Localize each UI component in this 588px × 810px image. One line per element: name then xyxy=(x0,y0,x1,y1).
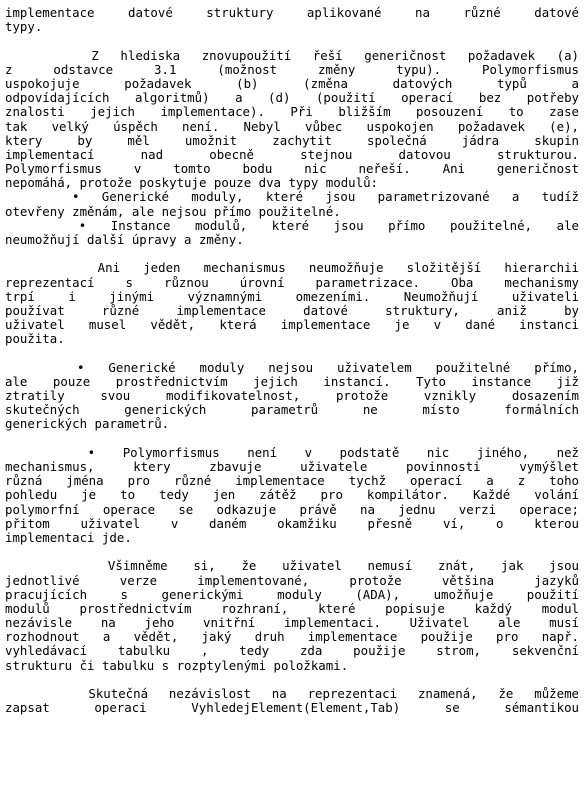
text-line: pracujících s generickými moduly (ADA), umožňuje použití xyxy=(5,587,579,602)
text-line: implementaci jde. xyxy=(5,530,132,545)
text-line: Skutečná nezávislost na reprezentaci znamená, že můžeme xyxy=(5,687,579,701)
text-line: jednotlivé verze implementované, protože většina jazyků xyxy=(5,573,579,588)
text-line: mechanismus, ktery zbavuje uživatele povinnosti vymýšlet xyxy=(5,460,579,474)
text-line: odpovídajících algoritmů) a (d) (použití operací bez potřeby xyxy=(5,91,579,106)
document-page xyxy=(5,6,579,715)
text-line: implementace datové struktury aplikované na různé datové xyxy=(5,6,579,20)
paragraph xyxy=(5,559,579,673)
text-line: ale pouze prostřednictvím jejich instancí. Tyto instance již xyxy=(5,374,579,389)
paragraph xyxy=(5,6,579,34)
text-line: trpí i jinými významnými omezeními. Neumožňují uživateli xyxy=(5,289,579,304)
text-line: nezávisle na jeho vnitřní implementaci. Uživatel ale musí xyxy=(5,616,579,631)
bullet-line: • Generické moduly nejsou uživatelem použitelné přímo, xyxy=(5,360,579,375)
text-line: znalosti jejich implementace). Při bližším posouzení to zase xyxy=(5,105,579,120)
paragraph-gap xyxy=(5,347,579,361)
text-line: generických parametrů. xyxy=(5,417,170,432)
text-line: ktery by měl umožnit zachytit společná jádra skupin xyxy=(5,133,579,148)
text-line: vyhledávací tabulku , tedy zda použije strom, sekvenční xyxy=(5,644,579,659)
paragraph xyxy=(5,446,579,545)
bullet-line: • Instance modulů, které jsou přímo použitelné, ale xyxy=(5,218,579,233)
text-line: neumožňují další úpravy a změny. xyxy=(5,233,244,247)
text-line: tak velký úspěch není. Nebyl vůbec uspokojen požadavek (e), xyxy=(5,119,579,134)
text-line: skutečných generických parametrů ne místo formálních xyxy=(5,403,579,418)
paragraph xyxy=(5,687,579,715)
text-line: Všimněme si, že uživatel nemusí znát, jak jsou xyxy=(5,559,579,574)
paragraph-gap xyxy=(5,247,579,261)
text-line: přitom uživatel v daném okamžiku přesně ví, o kterou xyxy=(5,516,579,531)
text-line: otevřeny změnám, ale nejsou přímo použitelné. xyxy=(5,204,341,219)
text-line: pohledu je to tedy jen zátěž pro kompilátor. Každé volání xyxy=(5,488,579,503)
paragraph xyxy=(5,361,579,432)
bullet-line: • Generické moduly, které jsou parametrizované a tudíž xyxy=(5,190,579,205)
text-line: z odstavce 3.1 (možnost změny typu). Polymorfismus xyxy=(5,62,579,77)
paragraph xyxy=(5,49,579,248)
text-line: uživatel musel vědět, která implementace je v dané instanci xyxy=(5,318,579,333)
text-line: použita. xyxy=(5,332,65,347)
text-line: zapsat operaci VyhledejElement(Element,Tab) se sémantikou xyxy=(5,701,579,716)
text-line: Z hlediska znovupoužití řeší generičnost požadavek (a) xyxy=(5,48,579,63)
paragraph-gap xyxy=(5,432,579,446)
text-line: polymorfní operace se odkazuje právě na jednu verzi operace; xyxy=(5,502,579,517)
paragraph xyxy=(5,261,579,346)
text-line: reprezentací s různou úrovní parametrizace. Oba mechanismy xyxy=(5,275,579,290)
text-line: typy. xyxy=(5,20,43,35)
text-line: uspokojuje požadavek (b) (změna datových typů a xyxy=(5,76,579,91)
text-line: modulů prostřednictvím rozhraní, které popisuje každý modul xyxy=(5,601,579,616)
text-line: ztratily svou modifikovatelnost, protože vznikly dosazením xyxy=(5,389,579,404)
bullet-line: • Polymorfismus není v podstatě nic jiného, než xyxy=(5,445,579,460)
text-line: Polymorfismus v tomto bodu nic neřeší. Ani generičnost xyxy=(5,162,579,177)
text-line: různá jména pro různé implementace tychž operací a z toho xyxy=(5,474,579,489)
paragraph-gap xyxy=(5,545,579,559)
text-line: strukturu či tabulku s rozptylenými položkami. xyxy=(5,658,349,673)
paragraph-gap xyxy=(5,673,579,687)
paragraph-gap xyxy=(5,34,579,48)
text-line: nepomáhá, protože poskytuje pouze dva typy modulů: xyxy=(5,176,378,191)
text-line: Ani jeden mechanismus neumožňuje složitější hierarchii xyxy=(5,261,579,276)
text-line: implementací nad obecně stejnou datovou strukturou. xyxy=(5,147,579,162)
text-line: používat různé implementace datové struktury, aniž by xyxy=(5,303,579,318)
text-line: rozhodnout a vědět, jaký druh implementace použije pro např. xyxy=(5,630,579,645)
